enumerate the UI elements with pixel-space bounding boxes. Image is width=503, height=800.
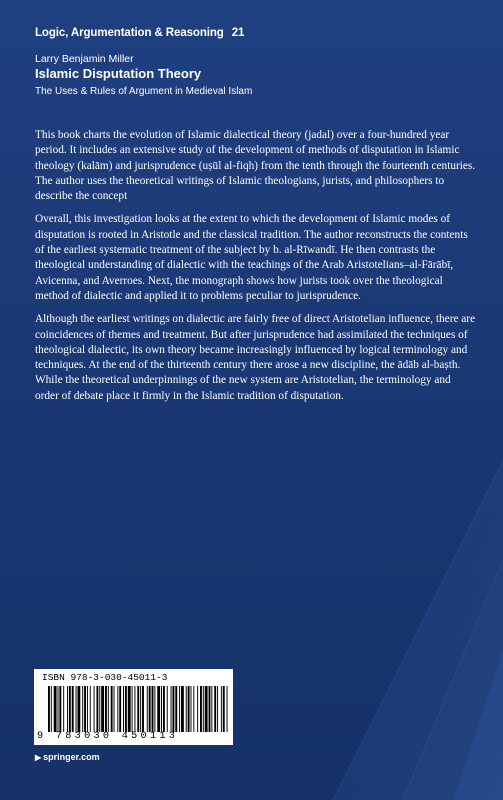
arrow-right-icon: ▶ — [35, 753, 42, 762]
barcode-bar — [76, 686, 77, 732]
book-title: Islamic Disputation Theory — [35, 66, 202, 81]
barcode-bar — [147, 686, 148, 732]
barcode-bar — [203, 686, 204, 732]
barcode-bar — [63, 686, 64, 732]
barcode-bar — [142, 686, 144, 732]
barcode-bar — [67, 686, 68, 732]
barcode-bar — [69, 686, 71, 732]
barcode-box — [34, 669, 233, 745]
barcode-bar — [191, 686, 192, 732]
publisher-website[interactable] — [35, 752, 100, 762]
barcode-bar — [128, 686, 131, 732]
barcode-bar — [181, 686, 184, 732]
barcode-bar — [77, 686, 80, 732]
barcode-bar — [96, 686, 98, 732]
barcode-bar — [161, 686, 162, 732]
barcode-bar — [209, 686, 211, 732]
barcode-bar — [84, 686, 86, 732]
barcode-bar — [179, 686, 180, 732]
decorative-diagonal-pattern — [293, 440, 503, 800]
barcode-bar — [175, 686, 177, 732]
barcode-bar — [167, 686, 168, 732]
barcode-bar — [94, 686, 95, 732]
barcode-bar — [140, 686, 141, 732]
blurb-paragraph-3: Although the earliest writings on dialectic are fairly free of direct Aristotelian influence, there are coincidences of themes and treatment. But after jurisprudence had assimilated the techniques of theological dialectic, its own theory became increasingly influenced by logical terminology and techniques. At the end of the thirteenth century there arose a new discipline, the ādāb al-baṣth. While the theoretical underpinnings of the new system are Aristotelian, the terminology and order of debate place it firmly in the Islamic tradition of disputation. — [35, 313, 476, 402]
barcode-bar — [172, 686, 174, 732]
barcode-bar — [99, 686, 100, 732]
barcode-graphic — [48, 686, 228, 732]
barcode-bar — [200, 686, 202, 732]
series-title — [35, 27, 244, 39]
book-subtitle: The Uses & Rules of Argument in Medieval Islam — [35, 86, 253, 97]
isbn-label: ISBN 978-3-030-45011-3 — [42, 672, 168, 683]
series-number: 21 — [231, 27, 245, 39]
barcode-bar — [171, 686, 172, 732]
barcode-bar — [197, 686, 198, 732]
barcode-bar — [149, 686, 151, 732]
barcode-bar — [114, 686, 115, 732]
barcode-bar — [82, 686, 83, 732]
barcode-bar — [90, 686, 91, 732]
barcode-bar — [223, 686, 225, 732]
website-link[interactable]: springer.com — [43, 752, 100, 762]
barcode-bar — [101, 686, 104, 732]
barcode-bar — [48, 686, 50, 732]
barcode-bar — [221, 686, 222, 732]
barcode-bar — [59, 686, 61, 732]
barcode-bar — [217, 686, 218, 732]
barcode-bar — [51, 686, 52, 732]
barcode-bar — [134, 686, 135, 732]
barcode-bar — [163, 686, 165, 732]
barcode-bar — [214, 686, 216, 732]
barcode-bar — [227, 686, 228, 732]
barcode-bar — [123, 686, 124, 732]
barcode-bar — [119, 686, 121, 732]
barcode-bar — [117, 686, 118, 732]
barcode-bar — [152, 686, 154, 732]
barcode-bar — [154, 686, 155, 732]
barcode-bar — [186, 686, 187, 732]
barcode-bar — [137, 686, 139, 732]
blurb-paragraph-1: This book charts the evolution of Islamic dialectical theory (jadal) over a four-hundred year period. It includes an extensive study of the development of methods of disputation in Islamic theology (kalām) and jurisprudence (uṣūl al-fiqh) from the tenth through the fourteenth centuries. The author uses the theoretical writings of Islamic theologians, jurists, and philosophers to describe the concept — [35, 129, 476, 203]
barcode-bar — [193, 686, 194, 732]
author-name: Larry Benjamin Miller — [35, 53, 134, 65]
barcode-bar — [188, 686, 190, 732]
barcode-bar — [205, 686, 208, 732]
barcode-bar — [108, 686, 109, 732]
barcode-bar — [125, 686, 127, 732]
blurb-paragraph-2: Overall, this investigation looks at the extent to which the development of Islamic modes of disputation is rooted in Aristotle and the classical tradition. The author reconstructs the contents of the earliest systematic treatment of the subject by b. al-Rīwandī. He then contrasts the theological understanding of dialectic with the teachings of the Arab Aristotelians–al-Fārābī, Avicenna, and Averroes. Next, the monograph shows how jurists took over the theological method of dialectic and applied it to problems peculiar to jurisprudence. — [35, 213, 468, 302]
barcode-bar — [58, 686, 59, 732]
barcode-bar — [157, 686, 160, 732]
barcode-bar — [72, 686, 74, 732]
barcode-bar — [105, 686, 107, 732]
blurb-text — [35, 128, 477, 412]
barcode-bar — [132, 686, 133, 732]
series-name: Logic, Argumentation & Reasoning — [35, 27, 224, 39]
barcode-bar — [211, 686, 212, 732]
barcode-bar — [54, 686, 57, 732]
barcode-bar — [111, 686, 113, 732]
barcode-digits: 9 783030 450113 — [37, 731, 179, 742]
barcode-bar — [87, 686, 88, 732]
